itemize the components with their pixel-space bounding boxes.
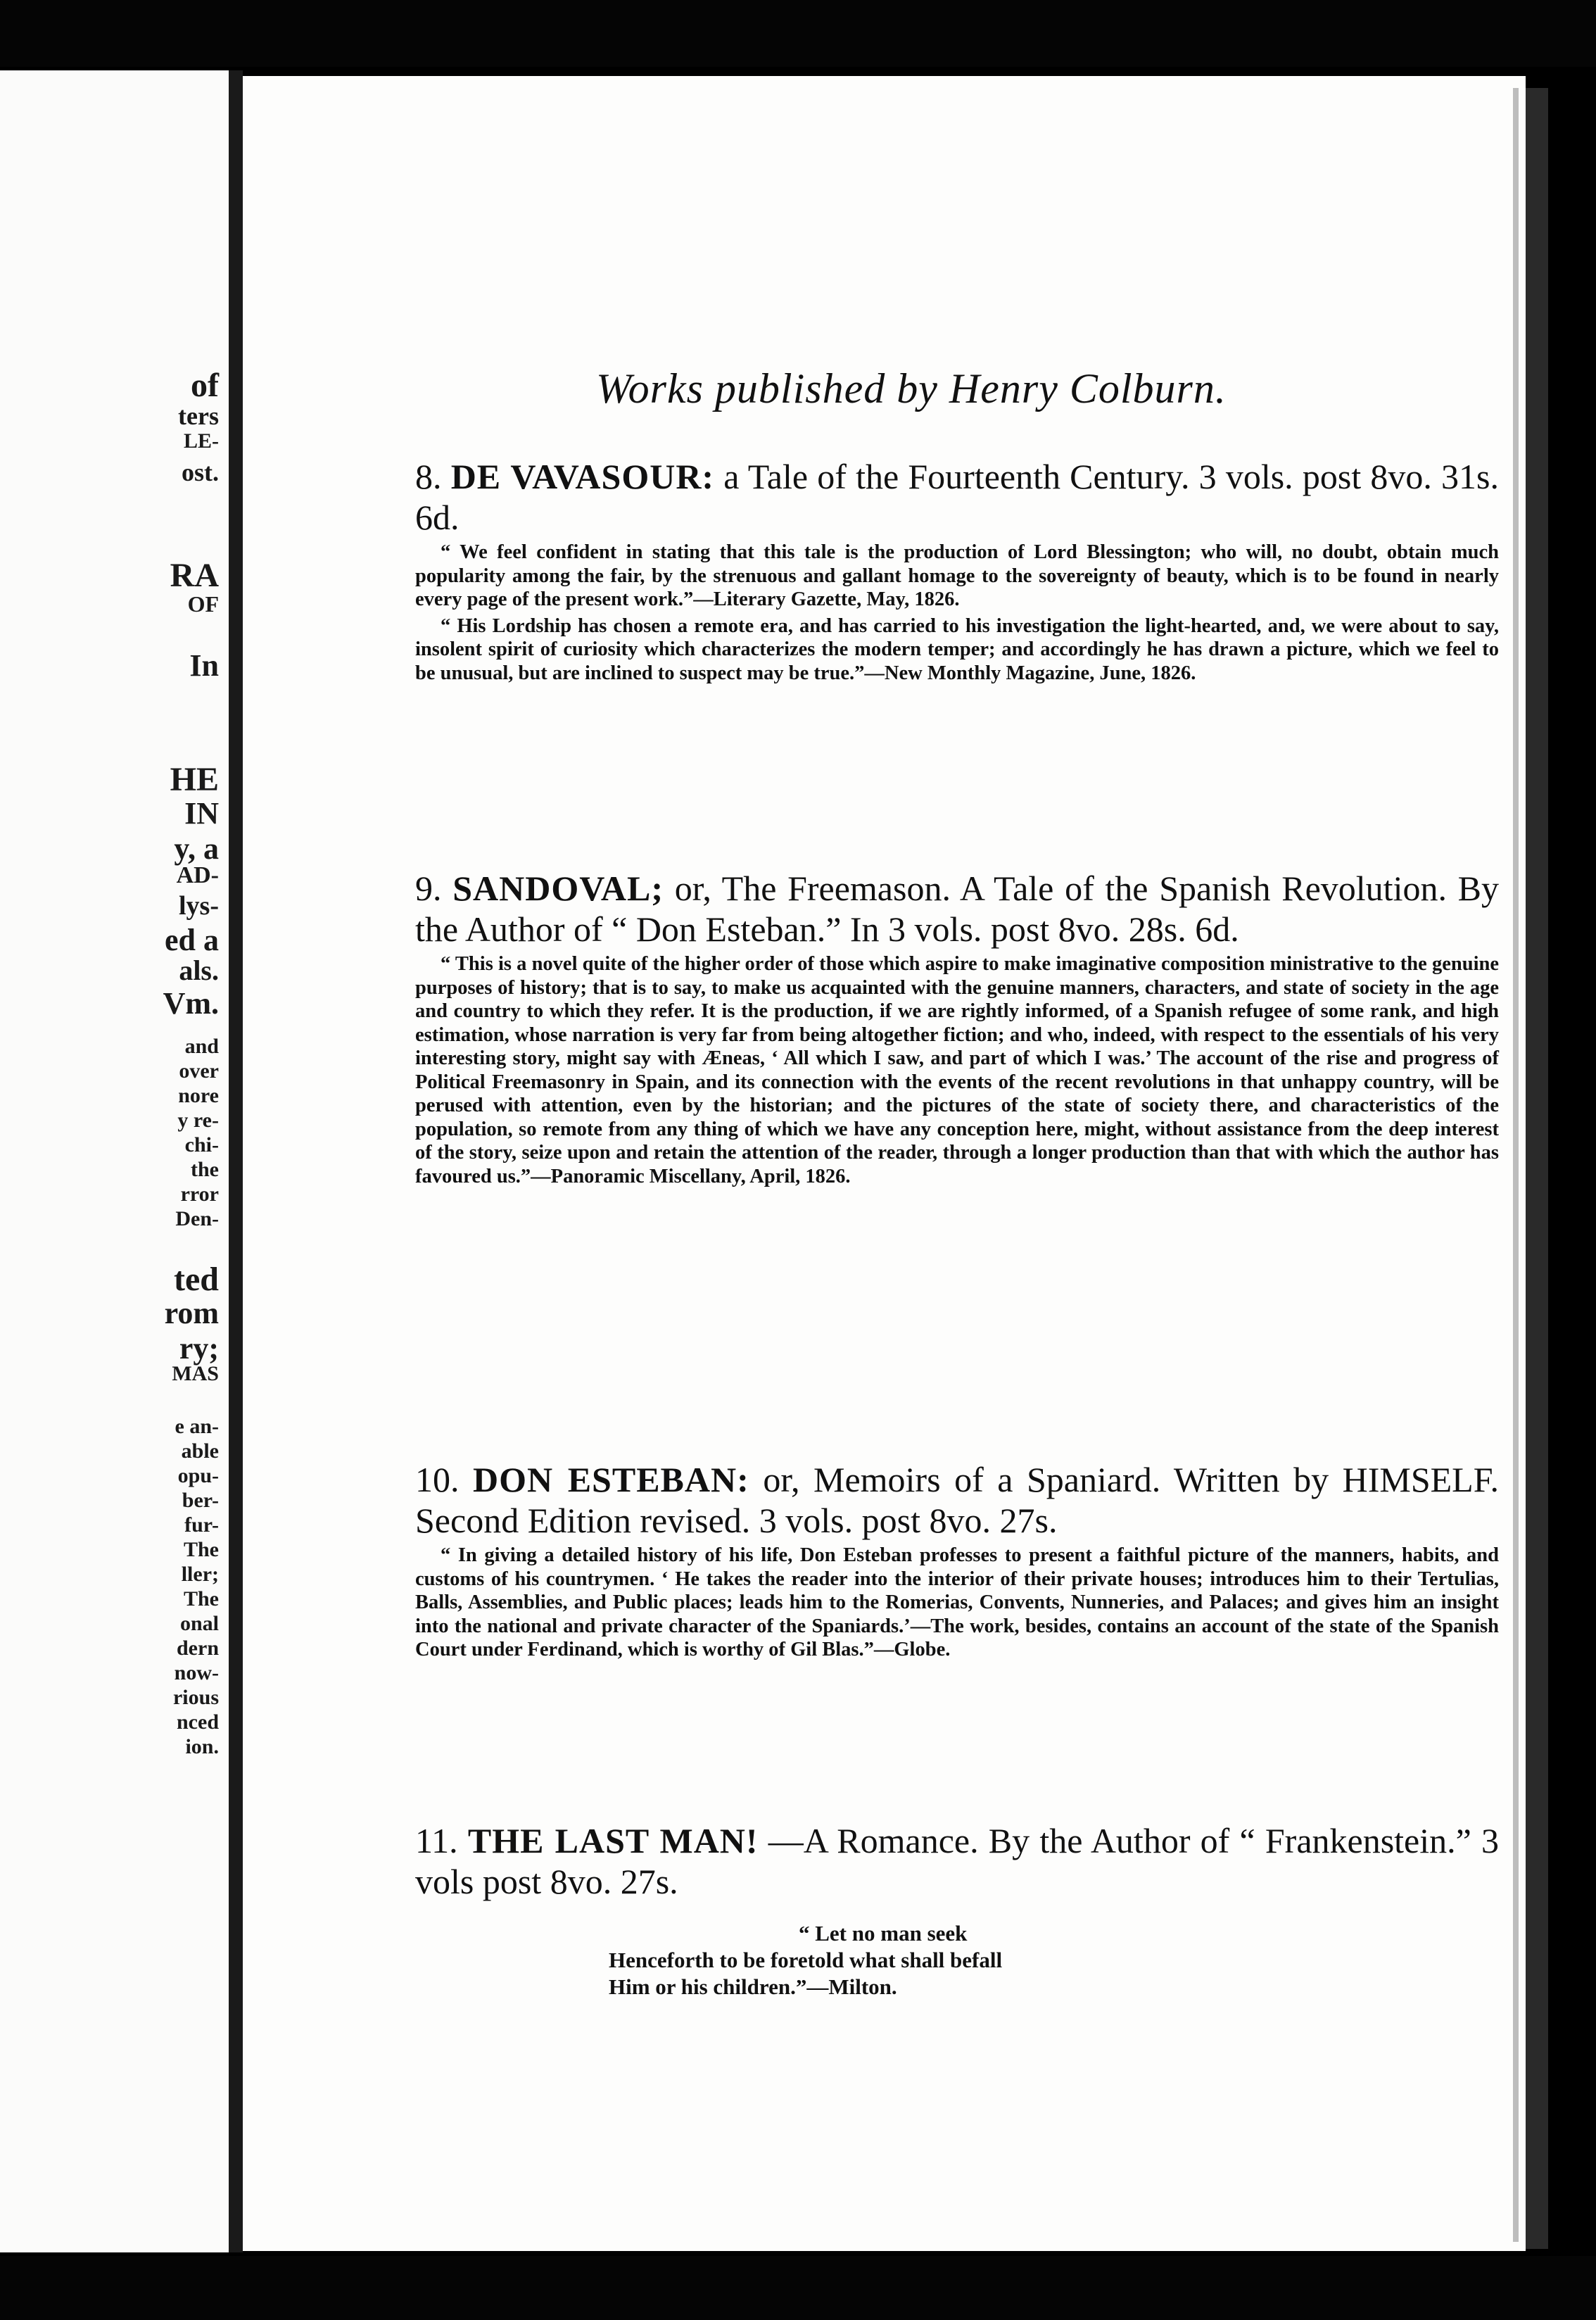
facing-page-text-fragment: lys- bbox=[179, 891, 219, 921]
facing-page-fragment bbox=[0, 70, 229, 2252]
facing-page-text-fragment: rious bbox=[172, 1686, 219, 1709]
facing-page-text-fragment: ber- bbox=[182, 1489, 219, 1512]
facing-page-text-fragment: ed a bbox=[165, 923, 219, 957]
book-page bbox=[243, 76, 1526, 2251]
review-quote: “ In giving a detailed history of his life, Don Esteban professes to present a faithful picture of the manners, habits, and customs of his countrymen. ‘ He takes the reader into the interior of their private houses; introduces him to their Tertulias, Balls, Assemblies, and Public places; leads him to the Romerias, Convents, Nunneries, and Palaces; and gives him an insight into the national and private character of the Spaniards.’—The work, besides, contains an account of the state of the Spanish Court under Ferdinand, which is worthy of Gil Blas.”—Globe. bbox=[415, 1544, 1499, 1660]
facing-page-text-fragment: chi- bbox=[184, 1133, 219, 1156]
facing-page-text-fragment: In bbox=[189, 648, 219, 683]
entry-heading bbox=[415, 868, 1499, 950]
facing-page-text-fragment: y re- bbox=[177, 1109, 219, 1132]
facing-page-text-fragment: ted bbox=[174, 1261, 219, 1298]
entry-details: or, The Freemason. A Tale of the Spanish Revolution. By the Author of “ Don Esteban.” In 3 vols. post 8vo. 28s. 6d. bbox=[415, 869, 1500, 949]
entry-details: a Tale of the Fourteenth Century. 3 vols. post 8vo. 31s. 6d. bbox=[415, 457, 1500, 537]
entry-number: 10. bbox=[415, 1460, 460, 1499]
facing-page-text-fragment: and bbox=[184, 1035, 219, 1058]
facing-page-text-fragment: now- bbox=[174, 1661, 219, 1684]
entry-number: 11. bbox=[415, 1821, 458, 1860]
facing-page-text-fragment: e an- bbox=[175, 1415, 219, 1438]
page-edge bbox=[1526, 88, 1548, 2249]
catalogue-entry-9 bbox=[415, 868, 1499, 1188]
facing-page-text-fragment: able bbox=[181, 1439, 219, 1463]
facing-page-text-fragment: OF bbox=[187, 591, 219, 617]
entry-details: or, Memoirs of a Spaniard. Written by HIMSELF. Second Edition revised. 3 vols. post 8vo. 27s. bbox=[415, 1460, 1500, 1540]
facing-page-text-fragment: MAS bbox=[172, 1362, 219, 1385]
page-gutter bbox=[229, 70, 243, 2252]
epigraph-line: “ Let no man seek bbox=[799, 1921, 968, 1946]
facing-page-text-fragment: The bbox=[183, 1587, 219, 1610]
entry-heading bbox=[415, 1459, 1499, 1541]
review-quote: “ This is a novel quite of the higher order of those which aspire to make imaginative composition ministrative to the genuine purposes of history; that is to say, to make us acquainted with the genuine manners, characters, and state of society in the age and country to which they refer. It is the production, if we are rightly informed, of a Spanish refugee of some rank, and high estimation, whose narration is very far from being altogether fiction; and who, indeed, with respect to the essentials of his very interesting story, might say with Æneas, ‘ All which I saw, and part of which I was.’ The account of the rise and progress of Political Freemasonry in Spain, and its connection with the events of the recent revolutions in that unhappy country, will be perused with attention, even by the historian; and the pictures of the state of society there, and characteristics of the population, so remote from any thing of which we have any conception here, might, without assistance from the deep interest of the story, seize upon and retain the attention of the reader, through a longer production than that with which the author has favoured us.”—Panoramic Miscellany, April, 1826. bbox=[415, 953, 1499, 1187]
running-head: Works published by Henry Colburn. bbox=[596, 365, 1227, 412]
entry-number: 9. bbox=[415, 869, 442, 908]
facing-page-text-fragment: over bbox=[179, 1059, 219, 1083]
facing-page-text-fragment: als. bbox=[179, 954, 219, 986]
facing-page-text-fragment: dern bbox=[177, 1637, 219, 1660]
facing-page-text-fragment: y, a bbox=[174, 831, 219, 866]
entry-details: —A Romance. By the Author of “ Frankenstein.” 3 vols post 8vo. 27s. bbox=[415, 1821, 1500, 1901]
entry-heading bbox=[415, 456, 1499, 538]
facing-page-text-fragment: Den- bbox=[175, 1207, 219, 1230]
facing-page-text-fragment: ters bbox=[178, 402, 219, 430]
entry-title: DE VAVASOUR: bbox=[450, 457, 715, 496]
facing-page-text-fragment: ller; bbox=[181, 1563, 219, 1586]
facing-page-text-fragment: ry; bbox=[179, 1331, 219, 1366]
epigraph bbox=[609, 1920, 1242, 2000]
facing-page-text-fragment: opu- bbox=[177, 1464, 219, 1487]
facing-page-text-fragment: The bbox=[183, 1538, 219, 1561]
epigraph-line: Him or his children.”—Milton. bbox=[609, 1974, 897, 1999]
catalogue-entry-11 bbox=[415, 1820, 1499, 1902]
entry-title: THE LAST MAN! bbox=[467, 1821, 759, 1860]
facing-page-text-fragment: IN bbox=[184, 796, 219, 831]
facing-page-text-fragment: of bbox=[191, 367, 219, 404]
facing-page-text-fragment: LE- bbox=[183, 429, 219, 453]
facing-page-text-fragment: nore bbox=[178, 1084, 219, 1107]
entry-title: SANDOVAL; bbox=[452, 869, 664, 908]
facing-page-text-fragment: nced bbox=[177, 1710, 219, 1734]
catalogue-entry-8 bbox=[415, 456, 1499, 685]
page-edge-shadow bbox=[1513, 88, 1519, 2242]
review-quote: “ His Lordship has chosen a remote era, and has carried to his investigation the light-hearted, and, we were about to say, insolent spirit of curiosity which characterizes the modern temper; and accordingly he has drawn a picture, which we feel to be unusual, but are inclined to suspect may be true.”—New Monthly Magazine, June, 1826. bbox=[415, 614, 1499, 684]
review-quote: “ We feel confident in stating that this tale is the production of Lord Blessington; who will, no doubt, obtain much popularity among the fair, by the strenuous and gallant homage to the sovereignty of beauty, which is to be found in nearly every page of the present work.”—Literary Gazette, May, 1826. bbox=[415, 541, 1499, 610]
film-frame-top bbox=[0, 0, 1596, 67]
facing-page-text-fragment: fur- bbox=[184, 1513, 219, 1537]
facing-page-text-fragment: rom bbox=[164, 1296, 219, 1330]
facing-page-text-fragment: RA bbox=[170, 557, 219, 594]
facing-page-text-fragment: AD- bbox=[176, 862, 219, 888]
facing-page-text-fragment: HE bbox=[170, 761, 219, 798]
facing-page-text-fragment: the bbox=[191, 1158, 219, 1181]
entry-number: 8. bbox=[415, 457, 442, 496]
epigraph-line: Henceforth to be foretold what shall befall bbox=[609, 1948, 1003, 1972]
entry-heading bbox=[415, 1820, 1499, 1902]
facing-page-text-fragment: Vm. bbox=[163, 986, 219, 1021]
facing-page-text-fragment: rror bbox=[180, 1183, 219, 1206]
film-frame-bottom bbox=[0, 2256, 1596, 2320]
facing-page-text-fragment: onal bbox=[179, 1612, 219, 1635]
facing-page-text-fragment: ion. bbox=[185, 1735, 219, 1758]
catalogue-entry-10 bbox=[415, 1459, 1499, 1662]
entry-title: DON ESTEBAN: bbox=[473, 1460, 749, 1499]
facing-page-text-fragment: ost. bbox=[182, 458, 219, 486]
